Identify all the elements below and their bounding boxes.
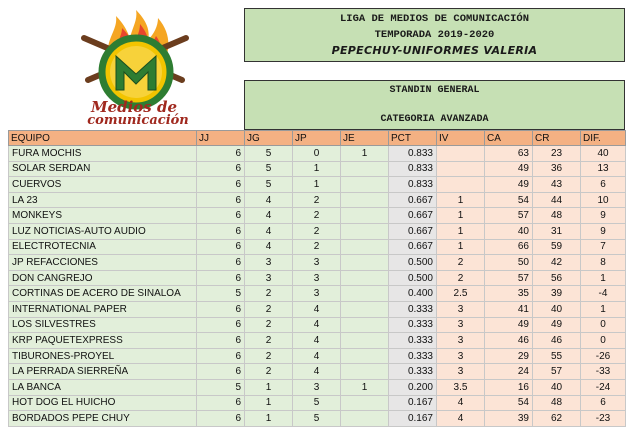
cell-pct: 0.167 [389, 411, 437, 427]
cell-dif: 6 [581, 395, 626, 411]
cell-jg: 2 [245, 286, 293, 302]
cell-jj: 6 [197, 395, 245, 411]
table-row [9, 333, 626, 349]
cell-dif: 7 [581, 239, 626, 255]
cell-team: SOLAR SERDAN [9, 161, 197, 177]
cell-dif: 10 [581, 192, 626, 208]
cell-dif: -23 [581, 411, 626, 427]
cell-dif: 1 [581, 270, 626, 286]
cell-je [341, 286, 389, 302]
cell-iv: 3 [437, 364, 485, 380]
league-title-box [244, 8, 625, 62]
cell-ca: 16 [485, 379, 533, 395]
cell-pct: 0.500 [389, 255, 437, 271]
cell-jp: 2 [293, 239, 341, 255]
logo-emblem-icon [78, 8, 198, 130]
cell-je [341, 301, 389, 317]
table-row [9, 161, 626, 177]
cell-iv [437, 146, 485, 162]
table-row [9, 146, 626, 162]
cell-jp: 4 [293, 333, 341, 349]
cell-jg: 2 [245, 333, 293, 349]
cell-dif: -4 [581, 286, 626, 302]
cell-dif: -33 [581, 364, 626, 380]
logo-text-line1: Medios de [90, 98, 178, 116]
table-row [9, 364, 626, 380]
cell-ca: 35 [485, 286, 533, 302]
cell-dif: 6 [581, 177, 626, 193]
cell-je [341, 364, 389, 380]
table-row [9, 223, 626, 239]
cell-cr: 36 [533, 161, 581, 177]
cell-jp: 2 [293, 192, 341, 208]
cell-team: CUERVOS [9, 177, 197, 193]
column-header-cr: CR [533, 131, 581, 146]
cell-iv: 1 [437, 208, 485, 224]
cell-cr: 31 [533, 223, 581, 239]
cell-cr: 56 [533, 270, 581, 286]
column-header-iv: IV [437, 131, 485, 146]
column-header-je: JE [341, 131, 389, 146]
cell-jj: 6 [197, 333, 245, 349]
logo-text-line2: comunicación [87, 113, 189, 128]
table-row [9, 411, 626, 427]
cell-pct: 0.333 [389, 333, 437, 349]
standings-table [8, 130, 626, 427]
cell-jg: 2 [245, 301, 293, 317]
cell-iv: 3 [437, 348, 485, 364]
cell-je [341, 239, 389, 255]
cell-je [341, 333, 389, 349]
cell-jp: 3 [293, 255, 341, 271]
cell-je [341, 348, 389, 364]
table-row [9, 379, 626, 395]
cell-jj: 6 [197, 364, 245, 380]
cell-cr: 40 [533, 301, 581, 317]
cell-jg: 2 [245, 364, 293, 380]
cell-iv: 1 [437, 223, 485, 239]
cell-jj: 5 [197, 379, 245, 395]
column-header-pct: PCT [389, 131, 437, 146]
cell-jj: 6 [197, 146, 245, 162]
cell-dif: 1 [581, 301, 626, 317]
cell-cr: 48 [533, 395, 581, 411]
standings-title: STANDIN GENERAL [389, 85, 480, 96]
cell-je [341, 395, 389, 411]
cell-ca: 54 [485, 395, 533, 411]
cell-dif: 9 [581, 223, 626, 239]
cell-jg: 5 [245, 177, 293, 193]
cell-iv: 3 [437, 317, 485, 333]
cell-ca: 54 [485, 192, 533, 208]
cell-cr: 43 [533, 177, 581, 193]
cell-jp: 2 [293, 223, 341, 239]
table-row [9, 395, 626, 411]
cell-jj: 6 [197, 161, 245, 177]
season: TEMPORADA 2019-2020 [374, 29, 495, 41]
cell-jj: 6 [197, 348, 245, 364]
column-header-dif: DIF. [581, 131, 626, 146]
cell-jg: 2 [245, 317, 293, 333]
cell-pct: 0.833 [389, 161, 437, 177]
cell-jp: 4 [293, 364, 341, 380]
table-row [9, 317, 626, 333]
league-name: LIGA DE MEDIOS DE COMUNICACIÓN [339, 13, 530, 25]
cell-jp: 0 [293, 146, 341, 162]
cell-je [341, 192, 389, 208]
cell-jg: 4 [245, 192, 293, 208]
column-header-jj: JJ [197, 131, 245, 146]
cell-pct: 0.833 [389, 146, 437, 162]
cell-pct: 0.200 [389, 379, 437, 395]
column-header-jg: JG [245, 131, 293, 146]
cell-jj: 6 [197, 317, 245, 333]
cell-jj: 6 [197, 411, 245, 427]
cell-ca: 57 [485, 208, 533, 224]
cell-pct: 0.400 [389, 286, 437, 302]
cell-jj: 6 [197, 177, 245, 193]
cell-cr: 23 [533, 146, 581, 162]
cell-jp: 3 [293, 286, 341, 302]
cell-jp: 1 [293, 177, 341, 193]
cell-team: HOT DOG EL HUICHO [9, 395, 197, 411]
cell-jg: 1 [245, 411, 293, 427]
cell-jg: 1 [245, 379, 293, 395]
cell-jg: 5 [245, 161, 293, 177]
cell-cr: 40 [533, 379, 581, 395]
cell-cr: 57 [533, 364, 581, 380]
cell-pct: 0.500 [389, 270, 437, 286]
cell-pct: 0.667 [389, 192, 437, 208]
cell-je: 1 [341, 379, 389, 395]
cell-pct: 0.667 [389, 223, 437, 239]
cell-cr: 48 [533, 208, 581, 224]
cell-team: KRP PAQUETEXPRESS [9, 333, 197, 349]
cell-jp: 4 [293, 348, 341, 364]
standings-title-box [244, 80, 625, 130]
category-title: CATEGORIA AVANZADA [380, 114, 489, 125]
cell-cr: 49 [533, 317, 581, 333]
cell-je [341, 270, 389, 286]
cell-team: LA PERRADA SIERREÑA [9, 364, 197, 380]
cell-ca: 50 [485, 255, 533, 271]
cell-jj: 6 [197, 239, 245, 255]
cell-ca: 39 [485, 411, 533, 427]
cell-iv [437, 177, 485, 193]
cell-iv: 1 [437, 192, 485, 208]
cell-team: ELECTROTECNIA [9, 239, 197, 255]
cell-team: LA 23 [9, 192, 197, 208]
cell-dif: -24 [581, 379, 626, 395]
cell-pct: 0.333 [389, 301, 437, 317]
cell-cr: 42 [533, 255, 581, 271]
cell-ca: 24 [485, 364, 533, 380]
cell-team: JP REFACCIONES [9, 255, 197, 271]
cell-iv [437, 161, 485, 177]
cell-jg: 5 [245, 146, 293, 162]
cell-je [341, 317, 389, 333]
cell-ca: 66 [485, 239, 533, 255]
cell-iv: 2 [437, 255, 485, 271]
cell-ca: 49 [485, 161, 533, 177]
cell-je: 1 [341, 146, 389, 162]
cell-jp: 5 [293, 411, 341, 427]
cell-jp: 4 [293, 301, 341, 317]
cell-ca: 29 [485, 348, 533, 364]
cell-jj: 6 [197, 255, 245, 271]
cell-cr: 39 [533, 286, 581, 302]
cell-team: FURA MOCHIS [9, 146, 197, 162]
cell-iv: 3 [437, 333, 485, 349]
cell-jj: 6 [197, 192, 245, 208]
table-row [9, 270, 626, 286]
cell-jg: 1 [245, 395, 293, 411]
cell-team: CORTINAS DE ACERO DE SINALOA [9, 286, 197, 302]
cell-cr: 44 [533, 192, 581, 208]
column-header-equipo: EQUIPO [9, 131, 197, 146]
cell-cr: 62 [533, 411, 581, 427]
cell-team: LOS SILVESTRES [9, 317, 197, 333]
cell-je [341, 177, 389, 193]
table-header-row [9, 131, 626, 146]
league-logo [78, 8, 198, 130]
cell-je [341, 411, 389, 427]
cell-pct: 0.333 [389, 364, 437, 380]
cell-iv: 2.5 [437, 286, 485, 302]
cell-dif: 9 [581, 208, 626, 224]
cell-ca: 41 [485, 301, 533, 317]
cell-cr: 46 [533, 333, 581, 349]
cell-team: BORDADOS PEPE CHUY [9, 411, 197, 427]
cell-jp: 4 [293, 317, 341, 333]
cell-jg: 4 [245, 239, 293, 255]
cell-jp: 3 [293, 270, 341, 286]
cell-team: LA BANCA [9, 379, 197, 395]
cell-je [341, 161, 389, 177]
cell-jp: 2 [293, 208, 341, 224]
cell-pct: 0.333 [389, 317, 437, 333]
table-body [9, 146, 626, 427]
cell-team: DON CANGREJO [9, 270, 197, 286]
cell-jp: 5 [293, 395, 341, 411]
cell-jj: 5 [197, 286, 245, 302]
cell-jg: 4 [245, 223, 293, 239]
cell-jj: 6 [197, 301, 245, 317]
cell-ca: 49 [485, 177, 533, 193]
cell-dif: 13 [581, 161, 626, 177]
cell-ca: 63 [485, 146, 533, 162]
cell-team: INTERNATIONAL PAPER [9, 301, 197, 317]
cell-ca: 46 [485, 333, 533, 349]
cell-iv: 2 [437, 270, 485, 286]
cell-ca: 40 [485, 223, 533, 239]
cell-pct: 0.667 [389, 208, 437, 224]
table-row [9, 255, 626, 271]
cell-jg: 2 [245, 348, 293, 364]
table-row [9, 192, 626, 208]
cell-pct: 0.667 [389, 239, 437, 255]
cell-team: LUZ NOTICIAS-AUTO AUDIO [9, 223, 197, 239]
cell-dif: 0 [581, 317, 626, 333]
cell-dif: -26 [581, 348, 626, 364]
sponsor: PEPECHUY-UNIFORMES VALERIA [331, 44, 538, 57]
cell-je [341, 223, 389, 239]
cell-ca: 49 [485, 317, 533, 333]
cell-jg: 4 [245, 208, 293, 224]
cell-iv: 1 [437, 239, 485, 255]
table-row [9, 208, 626, 224]
cell-dif: 40 [581, 146, 626, 162]
table-row [9, 348, 626, 364]
cell-team: MONKEYS [9, 208, 197, 224]
cell-iv: 3.5 [437, 379, 485, 395]
cell-dif: 0 [581, 333, 626, 349]
cell-jj: 6 [197, 270, 245, 286]
cell-jp: 3 [293, 379, 341, 395]
cell-jg: 3 [245, 255, 293, 271]
table-row [9, 301, 626, 317]
table-row [9, 177, 626, 193]
cell-pct: 0.167 [389, 395, 437, 411]
cell-jj: 6 [197, 208, 245, 224]
cell-jj: 6 [197, 223, 245, 239]
cell-dif: 8 [581, 255, 626, 271]
cell-iv: 4 [437, 411, 485, 427]
cell-pct: 0.333 [389, 348, 437, 364]
table-row [9, 239, 626, 255]
column-header-jp: JP [293, 131, 341, 146]
cell-cr: 59 [533, 239, 581, 255]
cell-iv: 4 [437, 395, 485, 411]
cell-iv: 3 [437, 301, 485, 317]
table-row [9, 286, 626, 302]
cell-je [341, 255, 389, 271]
cell-jp: 1 [293, 161, 341, 177]
cell-cr: 55 [533, 348, 581, 364]
column-header-ca: CA [485, 131, 533, 146]
cell-team: TIBURONES-PROYEL [9, 348, 197, 364]
cell-pct: 0.833 [389, 177, 437, 193]
cell-jg: 3 [245, 270, 293, 286]
cell-ca: 57 [485, 270, 533, 286]
cell-je [341, 208, 389, 224]
